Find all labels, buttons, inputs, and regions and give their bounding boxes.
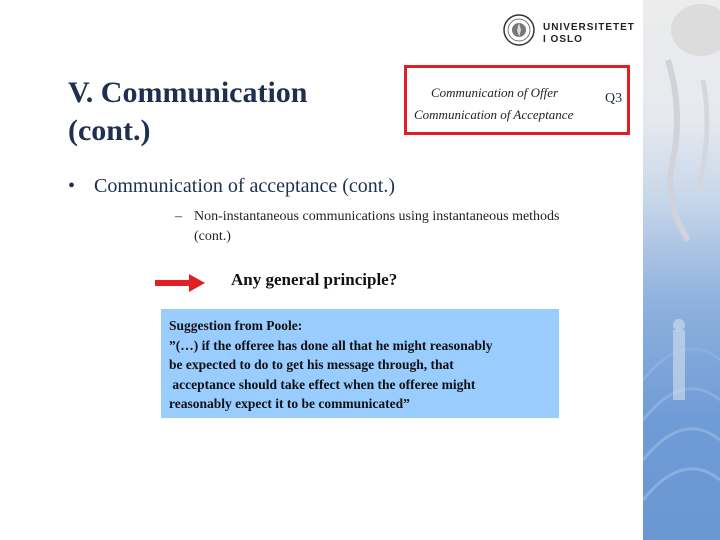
suggestion-line: be expected to do to get his message through, that	[169, 357, 454, 372]
slide-reference: Q3	[605, 91, 623, 106]
suggestion-line: acceptance should take effect when the offeree might	[169, 376, 476, 392]
question-text: Any general principle?	[231, 270, 398, 289]
suggestion-box	[161, 309, 559, 418]
topic-acceptance: Communication of Acceptance	[414, 107, 574, 122]
topic-box	[404, 65, 630, 135]
university-logo	[503, 14, 638, 50]
suggestion-line: ”(…) if the offeree has done all that he might reasonably	[169, 337, 493, 353]
main-bullet	[68, 175, 395, 198]
sub-bullet-text: Non-instantaneous communications using instantaneous methods (cont.)	[194, 209, 560, 244]
sub-bullet-marker: –	[175, 209, 182, 224]
university-name-line2: I OSLO	[543, 34, 583, 45]
sub-bullet	[175, 207, 575, 247]
decorative-side-panel	[643, 0, 720, 540]
statue-graphic	[643, 0, 720, 540]
bullet-marker: •	[68, 175, 76, 197]
slide-title-line1: V. Communication	[68, 76, 308, 109]
university-name-line1: UNIVERSITETET	[543, 22, 635, 33]
slide-title-line2: (cont.)	[68, 114, 151, 147]
university-seal-icon	[503, 14, 535, 46]
arrow-right-icon	[155, 274, 205, 292]
bullet-text: Communication of acceptance (cont.)	[94, 175, 395, 197]
topic-offer: Communication of Offer	[431, 85, 559, 100]
suggestion-line: Suggestion from Poole:	[169, 318, 303, 333]
slide-title	[68, 74, 388, 150]
suggestion-line: reasonably expect it to be communicated”	[169, 396, 410, 411]
